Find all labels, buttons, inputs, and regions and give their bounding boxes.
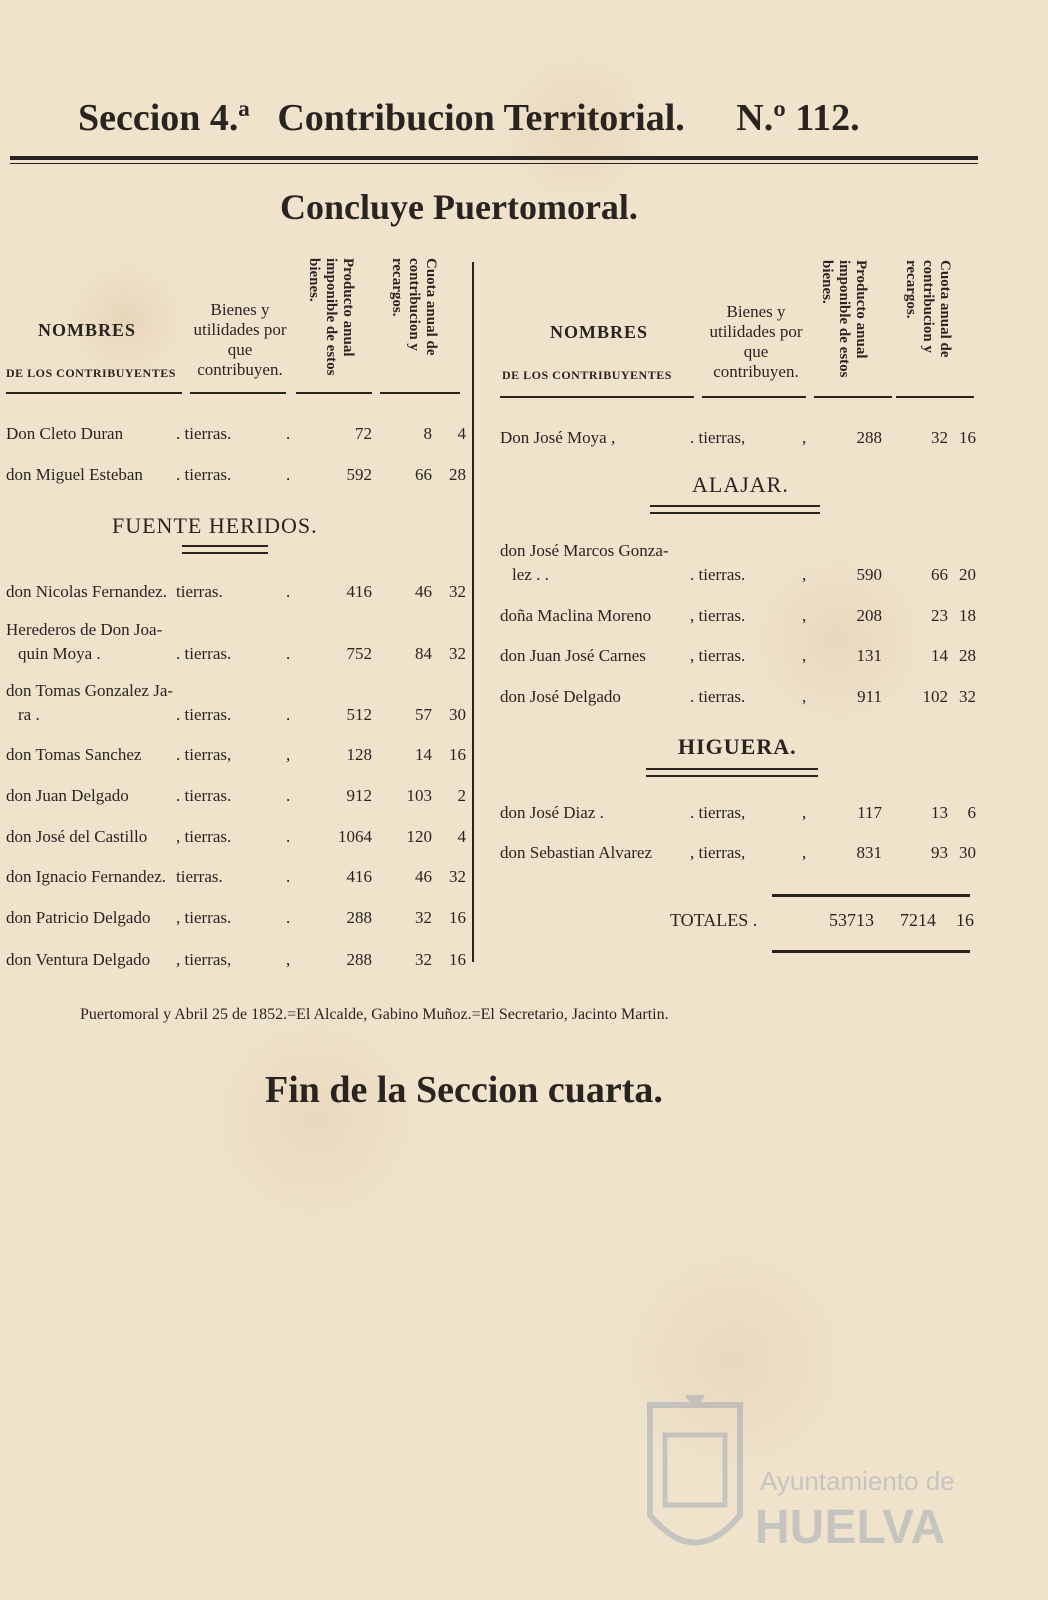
bienes-cell: tierras.	[176, 867, 223, 886]
contribuyente-name: don Tomas Sanchez	[6, 745, 142, 764]
contribuyente-name-cont: ra .	[18, 705, 40, 724]
section-higuera: HIGUERA.	[678, 734, 797, 759]
totales-rule-top	[772, 894, 970, 897]
left-head-rule-2	[190, 392, 286, 394]
left-col-contribuyentes: DE LOS CONTRIBUYENTES	[6, 366, 176, 380]
left-head-rule-3	[296, 392, 372, 394]
contribuyente-name: Don José Moya ,	[500, 428, 616, 447]
watermark-seal	[630, 1395, 960, 1585]
cuota-mrs-cell: 28	[959, 646, 976, 665]
producto-cell: 590	[856, 565, 882, 584]
header-titulo: Contribucion Territorial.	[277, 97, 685, 139]
header-rule	[10, 156, 978, 160]
table-row	[500, 646, 976, 670]
left-head-rule-1	[6, 392, 182, 394]
bienes-cell: , tierras.	[176, 827, 232, 846]
bienes-cell: . tierras.	[176, 644, 232, 663]
bienes-cell: . tierras.	[176, 424, 232, 443]
separator-mark: .	[286, 424, 291, 443]
producto-cell: 288	[346, 908, 372, 927]
separator-mark: ,	[286, 950, 291, 969]
watermark-line1: Ayuntamiento de	[760, 1466, 955, 1496]
end-of-section: Fin de la Seccion cuarta.	[265, 1069, 663, 1111]
table-row	[500, 803, 976, 827]
table-row	[500, 843, 976, 867]
section-fuente-heridos: FUENTE HERIDOS.	[112, 513, 318, 538]
producto-cell: 911	[857, 687, 882, 706]
table-row	[500, 541, 976, 589]
bienes-cell: . tierras.	[690, 687, 746, 706]
totales-cuota-2: 16	[956, 910, 974, 930]
producto-cell: 512	[346, 705, 372, 724]
right-head-rule-1	[500, 396, 694, 398]
page-header	[78, 96, 978, 140]
separator-mark: .	[286, 465, 291, 484]
cuota-mrs-cell: 18	[959, 606, 976, 625]
cuota-mrs-cell: 16	[959, 428, 976, 447]
table-row	[6, 745, 466, 769]
contribuyente-name: don José Marcos Gonza-	[500, 541, 669, 560]
contribuyente-name: don Miguel Esteban	[6, 465, 143, 484]
separator-mark: .	[286, 867, 291, 886]
cuota-reales-cell: 66	[931, 565, 948, 584]
cuota-mrs-cell: 4	[457, 424, 466, 443]
separator-mark: ,	[286, 745, 291, 764]
contribuyente-name: don Juan José Carnes	[500, 646, 646, 665]
watermark-line2: HUELVA	[755, 1501, 946, 1554]
cuota-reales-cell: 120	[406, 827, 432, 846]
left-col-producto: Producto anual imponible de estos bienes.	[306, 258, 356, 376]
producto-cell: 131	[856, 646, 882, 665]
right-col-cuota: Cuota anual de contribucion y recargos.	[903, 260, 953, 358]
right-col-producto: Producto anual imponible de estos bienes.	[819, 260, 869, 378]
left-col-nombres: NOMBRES	[38, 320, 137, 340]
contribuyente-name: doña Maclina Moreno	[500, 606, 652, 625]
separator-mark: ,	[802, 565, 807, 584]
bienes-cell: , tierras.	[690, 646, 746, 665]
cuota-mrs-cell: 28	[449, 465, 466, 484]
contribuyente-name: don Ignacio Fernandez.	[6, 867, 167, 886]
contribuyente-name: don Sebastian Alvarez	[500, 843, 653, 862]
contribuyente-name: don José del Castillo	[6, 827, 148, 846]
section-ornament-alajar	[650, 505, 820, 514]
header-rule-thin	[10, 163, 978, 164]
table-row	[6, 681, 466, 729]
header-numero: N.º 112.	[736, 97, 860, 139]
cuota-reales-cell: 32	[415, 950, 432, 969]
cuota-mrs-cell: 32	[449, 867, 466, 886]
table-row	[500, 606, 976, 630]
column-divider	[472, 262, 474, 962]
cuota-reales-cell: 32	[415, 908, 432, 927]
right-head-rule-4	[896, 396, 974, 398]
cuota-reales-cell: 84	[415, 644, 432, 663]
producto-cell: 912	[346, 786, 372, 805]
cuota-reales-cell: 23	[931, 606, 948, 625]
cuota-mrs-cell: 32	[449, 582, 466, 601]
totales-producto: 53713	[829, 910, 874, 930]
cuota-mrs-cell: 16	[449, 950, 466, 969]
totales-cuota-1: 7214	[900, 910, 936, 930]
cuota-reales-cell: 46	[415, 867, 432, 886]
table-row	[6, 950, 466, 974]
page-subtitle: Concluye Puertomoral.	[280, 187, 638, 227]
right-head-rule-2	[702, 396, 806, 398]
bienes-cell: . tierras,	[176, 745, 232, 764]
producto-cell: 288	[346, 950, 372, 969]
cuota-mrs-cell: 32	[449, 644, 466, 663]
bienes-cell: . tierras.	[690, 565, 746, 584]
producto-cell: 416	[346, 582, 372, 601]
crest-icon	[630, 1395, 960, 1585]
table-row	[6, 867, 466, 891]
producto-cell: 288	[856, 428, 882, 447]
cuota-reales-cell: 14	[931, 646, 948, 665]
contribuyente-name: don Tomas Gonzalez Ja-	[6, 681, 174, 700]
contribuyente-name: don José Diaz .	[500, 803, 604, 822]
contribuyente-name-cont: quin Moya .	[18, 644, 101, 663]
contribuyente-name: don Juan Delgado	[6, 786, 129, 805]
bienes-cell: , tierras,	[690, 843, 746, 862]
bienes-cell: , tierras,	[176, 950, 232, 969]
contribuyente-name-cont: lez . .	[512, 565, 549, 584]
cuota-reales-cell: 14	[415, 745, 432, 764]
table-row	[500, 687, 976, 711]
cuota-mrs-cell: 30	[449, 705, 466, 724]
bienes-cell: tierras.	[176, 582, 223, 601]
separator-mark: .	[286, 786, 291, 805]
separator-mark: ,	[802, 843, 807, 862]
table-row	[6, 465, 466, 489]
cuota-reales-cell: 57	[415, 705, 432, 724]
bienes-cell: . tierras.	[176, 705, 232, 724]
contribuyente-name: don Ventura Delgado	[6, 950, 151, 969]
section-alajar: ALAJAR.	[692, 472, 789, 497]
bienes-cell: , tierras.	[176, 908, 232, 927]
separator-mark: ,	[802, 803, 807, 822]
contribuyente-name: don Nicolas Fernandez.	[6, 582, 167, 601]
cuota-reales-cell: 103	[406, 786, 432, 805]
producto-cell: 128	[346, 745, 372, 764]
table-row	[500, 428, 976, 452]
right-head-rule-3	[814, 396, 892, 398]
separator-mark: .	[286, 827, 291, 846]
totales-label: TOTALES .	[670, 910, 758, 930]
cuota-mrs-cell: 16	[449, 908, 466, 927]
contribuyente-name: don José Delgado	[500, 687, 621, 706]
left-col-bienes: Bienes y utilidades por que contribuyen.	[193, 300, 287, 379]
signature-line: Puertomoral y Abril 25 de 1852.=El Alcalde, Gabino Muñoz.=El Secretario, Jacinto Martin.	[80, 1006, 669, 1023]
cuota-mrs-cell: 6	[967, 803, 976, 822]
contribuyente-name: don Patricio Delgado	[6, 908, 151, 927]
cuota-reales-cell: 8	[423, 424, 432, 443]
producto-cell: 72	[355, 424, 372, 443]
contribuyente-name: Herederos de Don Joa-	[6, 620, 163, 639]
producto-cell: 208	[856, 606, 882, 625]
cuota-mrs-cell: 20	[959, 565, 976, 584]
cuota-mrs-cell: 2	[457, 786, 466, 805]
separator-mark: ,	[802, 606, 807, 625]
cuota-reales-cell: 46	[415, 582, 432, 601]
cuota-reales-cell: 32	[931, 428, 948, 447]
separator-mark: .	[286, 908, 291, 927]
bienes-cell: . tierras,	[690, 803, 746, 822]
table-row	[6, 786, 466, 810]
cuota-mrs-cell: 4	[457, 827, 466, 846]
contribuyente-name: Don Cleto Duran	[6, 424, 124, 443]
producto-cell: 117	[857, 803, 882, 822]
section-ornament-higuera	[646, 768, 818, 777]
bienes-cell: . tierras.	[176, 786, 232, 805]
cuota-reales-cell: 66	[415, 465, 432, 484]
separator-mark: ,	[802, 687, 807, 706]
cuota-reales-cell: 102	[922, 687, 948, 706]
cuota-reales-cell: 13	[931, 803, 948, 822]
bienes-cell: . tierras.	[176, 465, 232, 484]
producto-cell: 592	[346, 465, 372, 484]
bienes-cell: . tierras,	[690, 428, 746, 447]
cuota-mrs-cell: 32	[959, 687, 976, 706]
totales-rule-bottom	[772, 950, 970, 953]
separator-mark: .	[286, 644, 291, 663]
cuota-mrs-cell: 30	[959, 843, 976, 862]
producto-cell: 831	[856, 843, 882, 862]
cuota-reales-cell: 93	[931, 843, 948, 862]
separator-mark: ,	[802, 646, 807, 665]
bienes-cell: , tierras.	[690, 606, 746, 625]
section-ornament-fuente	[182, 545, 268, 554]
left-col-cuota: Cuota anual de contribucion y recargos.	[389, 258, 439, 356]
separator-mark: .	[286, 582, 291, 601]
header-seccion: Seccion 4.ª	[78, 97, 250, 139]
right-col-nombres: NOMBRES	[550, 322, 649, 342]
producto-cell: 752	[346, 644, 372, 663]
producto-cell: 416	[346, 867, 372, 886]
right-col-bienes: Bienes y utilidades por que contribuyen.	[709, 302, 803, 381]
separator-mark: ,	[802, 428, 807, 447]
table-row	[6, 827, 466, 851]
table-row	[6, 424, 466, 448]
right-col-contribuyentes: DE LOS CONTRIBUYENTES	[502, 368, 672, 382]
table-row	[6, 620, 466, 668]
left-head-rule-4	[380, 392, 460, 394]
table-row	[6, 908, 466, 932]
table-row	[6, 582, 466, 606]
producto-cell: 1064	[338, 827, 372, 846]
cuota-mrs-cell: 16	[449, 745, 466, 764]
separator-mark: .	[286, 705, 291, 724]
